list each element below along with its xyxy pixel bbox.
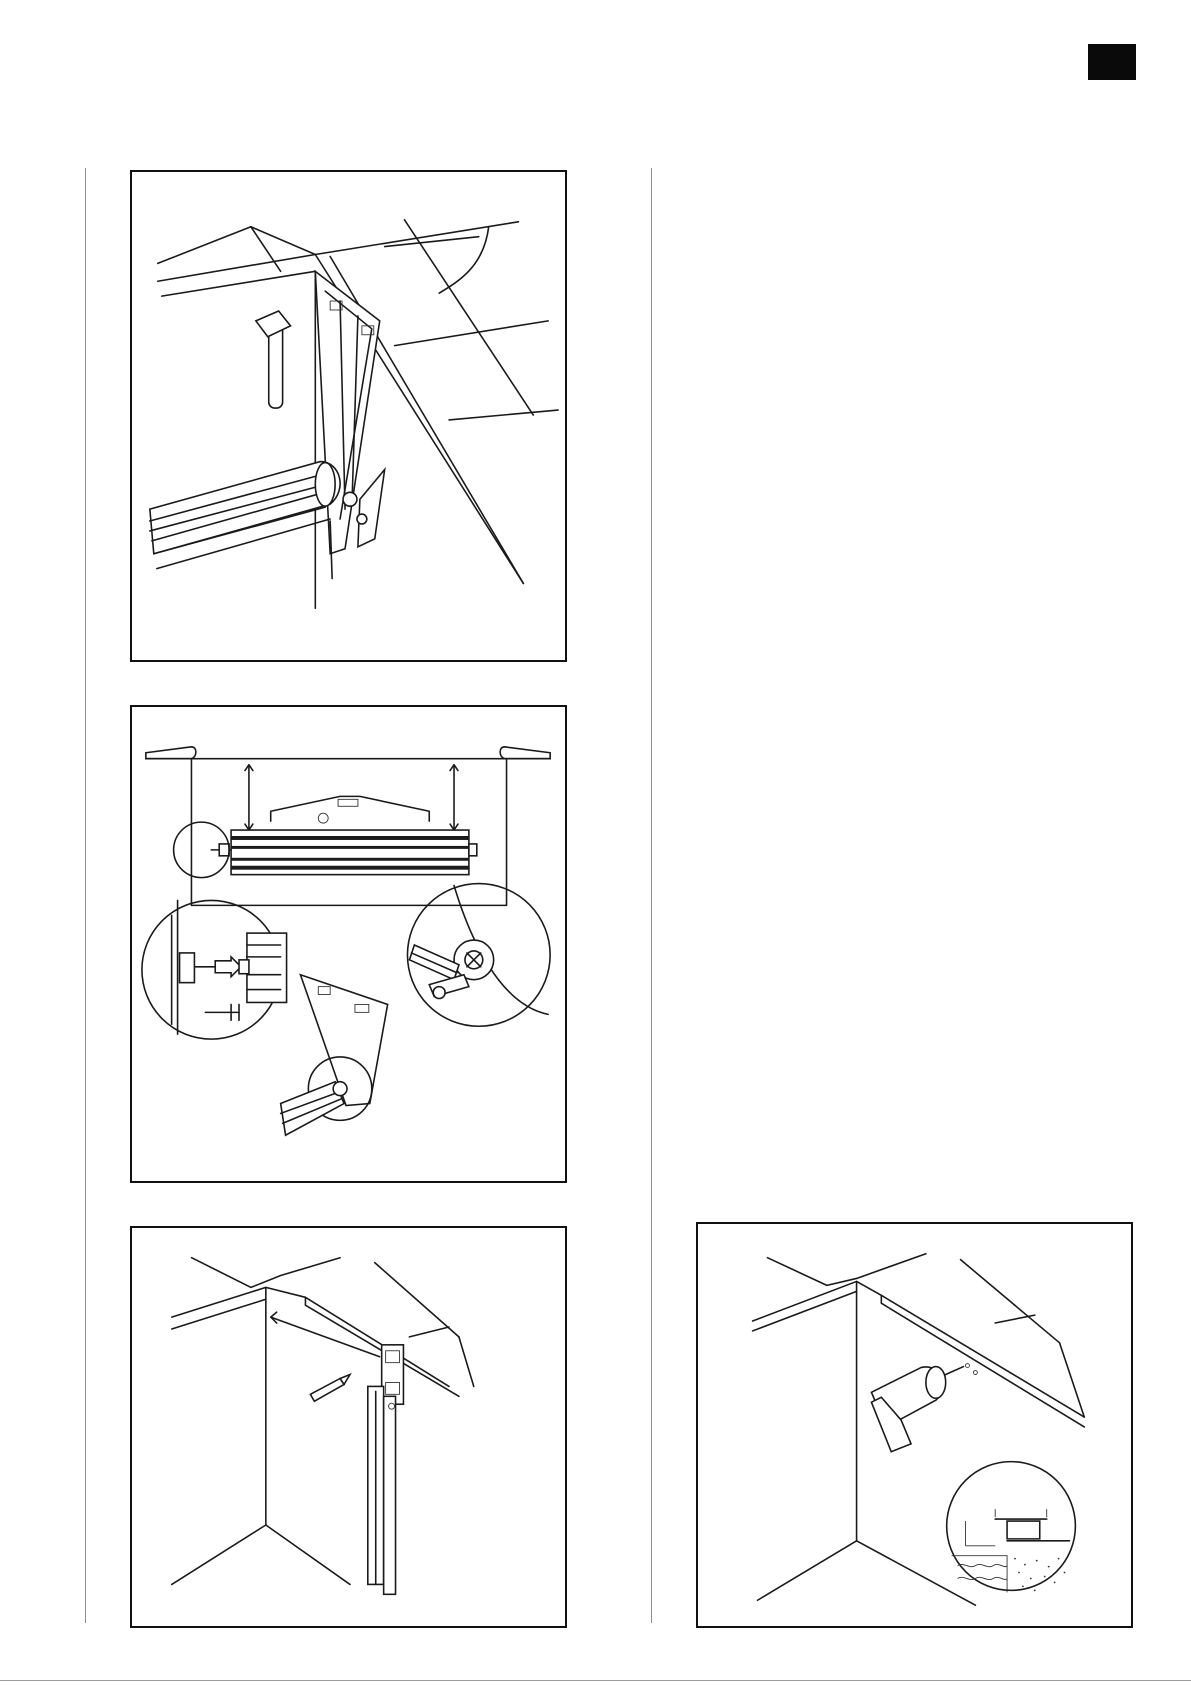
hinge-bracket-illustration bbox=[132, 172, 565, 660]
left-margin-rule bbox=[85, 168, 86, 1623]
center-column-rule bbox=[651, 168, 652, 1623]
roller-alignment-illustration bbox=[132, 707, 565, 1181]
figure-rail-marking bbox=[130, 1226, 567, 1628]
figure-drilling bbox=[696, 1222, 1133, 1628]
drill-illustration bbox=[698, 1224, 1131, 1626]
figure-roller-alignment-details bbox=[130, 705, 567, 1183]
bottom-rule bbox=[0, 1680, 1191, 1681]
page-tab-marker bbox=[1088, 44, 1136, 80]
pencil-marking-illustration bbox=[132, 1228, 565, 1626]
figure-hinge-bracket-assembly bbox=[130, 170, 567, 662]
